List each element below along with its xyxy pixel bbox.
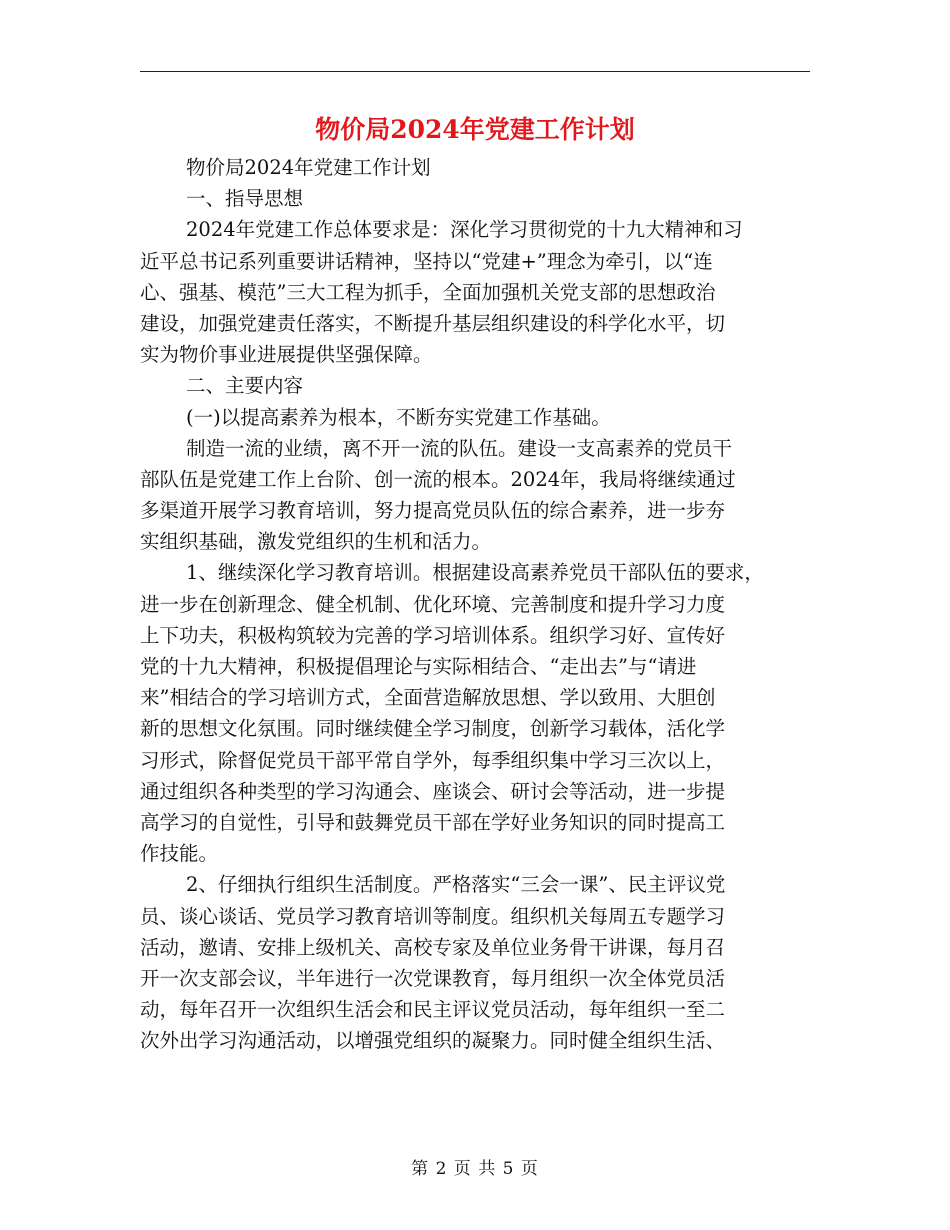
text-line: 上下功夫，积极构筑较为完善的学习培训体系。组织学习好、宣传好 — [140, 623, 726, 647]
text-line: 建设，加强党建责任落实，不断提升基层组织建设的科学化水平，切 — [140, 311, 726, 335]
text-line: 一、指导思想 — [186, 187, 304, 211]
text-line: 员、谈心谈话、党员学习教育培训等制度。组织机关每周五专题学习 — [140, 904, 726, 928]
text-line: 物价局2024年党建工作计划 — [186, 156, 431, 179]
page-number: 第 2 页 共 5 页 — [411, 1159, 539, 1179]
text-line: 动，每年召开一次组织生活会和民主评议党员活动，每年组织一至二 — [140, 998, 726, 1022]
text-line: 进一步在创新理念、健全机制、优化环境、完善制度和提升学习力度 — [140, 592, 726, 616]
header-rule — [140, 71, 810, 72]
text-line: 新的思想文化氛围。同时继续健全学习制度，创新学习载体，活化学 — [140, 717, 726, 741]
text-line: 活动，邀请、安排上级机关、高校专家及单位业务骨干讲课，每月召 — [140, 935, 726, 959]
text-line: 高学习的自觉性，引导和鼓舞党员干部在学好业务知识的同时提高工 — [140, 810, 726, 834]
text-line: 部队伍是党建工作上台阶、创一流的根本。2024年，我局将继续通过 — [140, 467, 736, 491]
text-line: 近平总书记系列重要讲话精神，坚持以“党建+”理念为牵引，以“连 — [140, 249, 713, 273]
text-line: 通过组织各种类型的学习沟通会、座谈会、研讨会等活动，进一步提 — [140, 779, 726, 803]
text-line: 习形式，除督促党员干部平常自学外，每季组织集中学习三次以上， — [140, 748, 726, 772]
text-line: 制造一流的业绩，离不开一流的队伍。建设一支高素养的党员干 — [186, 436, 733, 460]
text-line: 实为物价事业进展提供坚强保障。 — [140, 343, 433, 367]
text-line: 党的十九大精神，积极提倡理论与实际相结合、“走出去”与“请进 — [140, 655, 697, 678]
text-line: (一)以提高素养为根本，不断夯实党建工作基础。 — [186, 405, 611, 429]
text-line: 作技能。 — [140, 842, 219, 866]
text-line: 实组织基础，激发党组织的生机和活力。 — [140, 530, 492, 554]
text-line: 2、仔细执行组织生活制度。严格落实“三会一课”、民主评议党 — [186, 873, 726, 897]
text-line: 1、继续深化学习教育培训。根据建设高素养党员干部队伍的要求， — [186, 561, 764, 585]
text-line: 2024年党建工作总体要求是：深化学习贯彻党的十九大精神和习 — [186, 218, 743, 242]
text-line: 开一次支部会议，半年进行一次党课教育，每月组织一次全体党员活 — [140, 966, 726, 990]
text-line: 来”相结合的学习培训方式，全面营造解放思想、学以致用、大胆创 — [140, 686, 716, 710]
text-line: 次外出学习沟通活动，以增强党组织的凝聚力。同时健全组织生活、 — [140, 1029, 726, 1053]
document-title: 物价局2024年党建工作计划 — [315, 115, 635, 144]
document-body — [140, 152, 812, 1056]
text-line: 二、主要内容 — [186, 374, 304, 398]
text-line: 多渠道开展学习教育培训，努力提高党员队伍的综合素养，进一步夯 — [140, 499, 726, 523]
text-line: 心、强基、模范”三大工程为抓手，全面加强机关党支部的思想政治 — [140, 280, 716, 304]
